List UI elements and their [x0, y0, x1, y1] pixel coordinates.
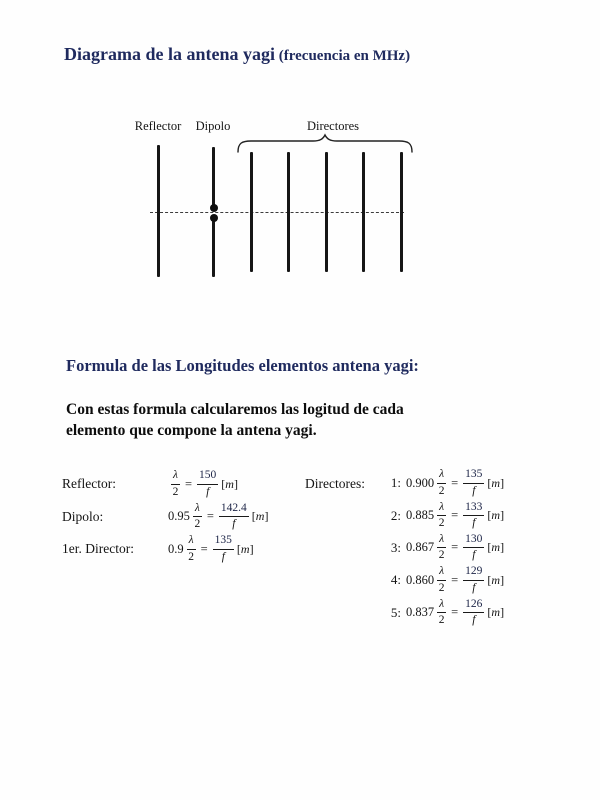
frequency-symbol: f	[232, 518, 236, 531]
director-bar-3	[325, 152, 328, 272]
bracket-open: [	[487, 508, 492, 523]
meter-symbol: m	[240, 541, 250, 556]
equals-sign: =	[184, 476, 193, 491]
meter-symbol: m	[491, 475, 501, 490]
value-fraction	[463, 502, 484, 530]
formula-section-heading: Formula de las Longitudes elementos antena yagi:	[66, 356, 419, 375]
lambda-fraction	[187, 535, 196, 563]
numerator-value: 135	[463, 469, 484, 484]
bracket-close: ]	[233, 476, 238, 491]
equals-sign: =	[451, 572, 459, 587]
director-formula-row-2	[383, 499, 504, 531]
denominator-two: 2	[438, 581, 445, 594]
reflector-label: Reflector	[134, 119, 182, 133]
numerator-value: 135	[213, 535, 234, 550]
director-index: 2:	[390, 507, 401, 523]
axis-dashed-line	[150, 212, 404, 213]
denominator-two: 2	[194, 518, 201, 531]
lambda-fraction	[437, 534, 446, 562]
denominator-two: 2	[438, 614, 445, 627]
bracket-open: [	[487, 475, 492, 490]
value-fraction	[463, 566, 484, 594]
reflector-bar	[157, 145, 160, 277]
numerator-value: 130	[463, 534, 484, 549]
bracket-close: ]	[500, 540, 505, 555]
dipole-bar-top	[212, 147, 215, 206]
coefficient: 0.867	[406, 540, 435, 555]
frequency-symbol: f	[472, 517, 476, 530]
formula-row-reflector	[62, 468, 268, 501]
equals-sign: =	[451, 540, 459, 555]
meter-symbol: m	[255, 509, 265, 524]
bracket-close: ]	[500, 475, 505, 490]
director-index: 1:	[390, 475, 401, 491]
frequency-symbol: f	[472, 549, 476, 562]
director-formula-row-3	[383, 532, 504, 564]
coefficient: 0.95	[168, 509, 190, 524]
denominator-two: 2	[188, 550, 194, 563]
lambda-symbol: λ	[437, 566, 446, 581]
meter-symbol: m	[491, 572, 501, 587]
bracket-open: [	[487, 572, 492, 587]
denominator-two: 2	[438, 549, 445, 562]
director-index: 3:	[390, 539, 401, 555]
dipole-feed-dot-top	[210, 204, 218, 212]
formula-row-first-director	[62, 533, 268, 566]
denominator-two: 2	[438, 517, 445, 530]
formula-expression	[406, 469, 504, 497]
bracket-open: [	[236, 541, 241, 556]
bracket-open: [	[487, 605, 492, 620]
frequency-symbol: f	[472, 614, 476, 627]
bracket-close: ]	[264, 509, 269, 524]
formula-expression	[168, 470, 238, 498]
value-fraction	[463, 534, 484, 562]
lambda-symbol: λ	[437, 502, 446, 517]
numerator-value: 142.4	[219, 503, 249, 518]
formula-expression	[406, 566, 504, 594]
equals-sign: =	[451, 475, 459, 490]
lambda-fraction	[437, 469, 446, 497]
meter-symbol: m	[491, 540, 501, 555]
coefficient: 0.885	[406, 508, 435, 523]
lambda-fraction	[437, 566, 446, 594]
equals-sign: =	[451, 508, 459, 523]
meter-symbol: m	[491, 605, 501, 620]
numerator-value: 150	[197, 470, 218, 485]
intro-paragraph	[66, 399, 404, 441]
denominator-two: 2	[438, 484, 445, 497]
meter-symbol: m	[491, 508, 501, 523]
frequency-symbol: f	[472, 581, 476, 594]
frequency-symbol: f	[206, 485, 210, 498]
directors-formulas-label: Directores:	[305, 476, 365, 491]
value-fraction	[463, 469, 484, 497]
lambda-fraction	[171, 470, 180, 498]
formula-list-directors	[383, 467, 504, 629]
frequency-symbol: f	[472, 484, 476, 497]
lambda-fraction	[437, 502, 446, 530]
formula-label: Reflector:	[62, 476, 116, 492]
dipole-bar-bottom	[212, 221, 215, 277]
meter-symbol: m	[225, 476, 234, 491]
director-bar-1	[250, 152, 253, 272]
coefficient: 0.837	[406, 605, 435, 620]
unit-meters	[487, 476, 504, 491]
coefficient: 0.9	[168, 541, 184, 556]
director-formula-row-4	[383, 564, 504, 596]
directors-label-diagram: Directores	[306, 119, 360, 133]
unit-meters	[221, 477, 238, 492]
formula-label: Dipolo:	[62, 508, 104, 524]
dipole-feed-dot-bottom	[210, 214, 218, 222]
unit-meters	[252, 509, 269, 524]
director-index: 5:	[390, 604, 401, 620]
intro-paragraph-line2: elemento que compone la antena yagi.	[66, 422, 317, 439]
formula-row-dipole	[62, 501, 268, 534]
intro-paragraph-line1: Con estas formula calcularemos las logitud de cada	[66, 401, 404, 418]
formula-expression	[168, 535, 254, 563]
value-fraction	[213, 535, 234, 563]
numerator-value: 133	[463, 502, 484, 517]
frequency-symbol: f	[221, 550, 225, 563]
equals-sign: =	[206, 509, 214, 524]
director-formula-row-1	[383, 467, 504, 499]
page-title-main: Diagrama de la antena yagi	[64, 44, 275, 64]
bracket-close: ]	[249, 541, 254, 556]
formula-expression	[406, 502, 504, 530]
dipole-label: Dipolo	[195, 119, 231, 133]
formula-expression	[406, 599, 504, 627]
equals-sign: =	[451, 605, 459, 620]
bracket-close: ]	[500, 605, 505, 620]
formula-expression	[406, 534, 504, 562]
director-formula-row-5	[383, 597, 504, 629]
yagi-antenna-diagram	[0, 0, 600, 320]
formula-expression	[168, 503, 268, 531]
director-index: 4:	[390, 572, 401, 588]
lambda-fraction	[193, 503, 202, 531]
value-fraction	[197, 470, 218, 498]
lambda-symbol: λ	[171, 470, 180, 485]
unit-meters	[487, 540, 504, 555]
numerator-value: 126	[463, 599, 484, 614]
lambda-fraction	[437, 599, 446, 627]
coefficient: 0.900	[406, 475, 435, 490]
director-bar-4	[362, 152, 365, 272]
equals-sign: =	[200, 541, 208, 556]
directors-brace	[236, 133, 414, 153]
unit-meters	[487, 573, 504, 588]
value-fraction	[463, 599, 484, 627]
director-bar-5	[400, 152, 403, 272]
director-bar-2	[287, 152, 290, 272]
lambda-symbol: λ	[437, 599, 446, 614]
lambda-symbol: λ	[193, 503, 202, 518]
numerator-value: 129	[463, 566, 484, 581]
page-title-paren: (frecuencia en MHz)	[275, 48, 411, 64]
bracket-open: [	[487, 540, 492, 555]
denominator-two: 2	[172, 485, 179, 498]
coefficient: 0.860	[406, 572, 435, 587]
unit-meters	[487, 508, 504, 523]
unit-meters	[237, 542, 254, 557]
formula-label: 1er. Director:	[62, 541, 134, 557]
bracket-close: ]	[500, 572, 505, 587]
lambda-symbol: λ	[437, 534, 446, 549]
lambda-symbol: λ	[187, 535, 196, 550]
lambda-symbol: λ	[437, 469, 446, 484]
bracket-open: [	[221, 476, 226, 491]
unit-meters	[487, 605, 504, 620]
bracket-open: [	[251, 509, 256, 524]
bracket-close: ]	[500, 508, 505, 523]
formula-list-left	[62, 468, 268, 566]
value-fraction	[219, 503, 249, 531]
